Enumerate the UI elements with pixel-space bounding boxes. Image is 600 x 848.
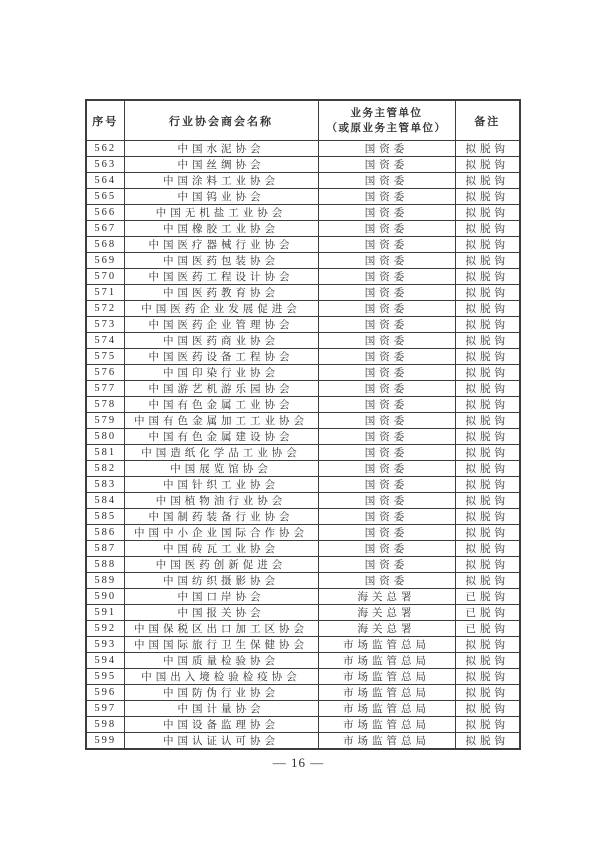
cell-name: 中国有色金属加工工业协会 — [124, 413, 318, 429]
cell-unit: 市场监管总局 — [318, 637, 455, 653]
cell-name: 中国医药商业协会 — [124, 333, 318, 349]
cell-unit: 国资委 — [318, 333, 455, 349]
cell-no: 562 — [86, 141, 124, 157]
cell-name: 中国保税区出口加工区协会 — [124, 621, 318, 637]
cell-note: 拟脱钩 — [455, 461, 520, 477]
col-header-note: 备注 — [455, 100, 520, 141]
header-row — [86, 100, 520, 141]
cell-no: 583 — [86, 477, 124, 493]
cell-unit: 海关总署 — [318, 605, 455, 621]
cell-note: 已脱钩 — [455, 605, 520, 621]
cell-unit: 国资委 — [318, 557, 455, 573]
cell-no: 586 — [86, 525, 124, 541]
cell-no: 595 — [86, 669, 124, 685]
col-header-unit — [318, 100, 455, 141]
cell-unit: 国资委 — [318, 493, 455, 509]
table-row — [86, 541, 520, 557]
cell-no: 566 — [86, 205, 124, 221]
cell-name: 中国国际旅行卫生保健协会 — [124, 637, 318, 653]
table-row — [86, 717, 520, 733]
table-row — [86, 589, 520, 605]
cell-unit: 国资委 — [318, 445, 455, 461]
cell-unit: 国资委 — [318, 413, 455, 429]
col-header-unit-line1: 业务主管单位 — [350, 107, 423, 119]
cell-note: 拟脱钩 — [455, 269, 520, 285]
cell-note: 拟脱钩 — [455, 349, 520, 365]
cell-name: 中国医药包装协会 — [124, 253, 318, 269]
cell-name: 中国有色金属建设协会 — [124, 429, 318, 445]
cell-no: 597 — [86, 701, 124, 717]
cell-note: 拟脱钩 — [455, 205, 520, 221]
table-row — [86, 701, 520, 717]
cell-name: 中国游艺机游乐园协会 — [124, 381, 318, 397]
table-row — [86, 301, 520, 317]
cell-note: 拟脱钩 — [455, 669, 520, 685]
cell-unit: 国资委 — [318, 189, 455, 205]
cell-name: 中国医药企业发展促进会 — [124, 301, 318, 317]
cell-name: 中国医药工程设计协会 — [124, 269, 318, 285]
table-row — [86, 461, 520, 477]
cell-note: 拟脱钩 — [455, 701, 520, 717]
table-row — [86, 157, 520, 173]
table-row — [86, 557, 520, 573]
cell-note: 拟脱钩 — [455, 477, 520, 493]
cell-note: 拟脱钩 — [455, 189, 520, 205]
table-row — [86, 573, 520, 589]
cell-no: 591 — [86, 605, 124, 621]
cell-note: 拟脱钩 — [455, 733, 520, 750]
cell-name: 中国展览馆协会 — [124, 461, 318, 477]
cell-note: 拟脱钩 — [455, 525, 520, 541]
cell-name: 中国涂料工业协会 — [124, 173, 318, 189]
cell-name: 中国中小企业国际合作协会 — [124, 525, 318, 541]
cell-no: 599 — [86, 733, 124, 750]
col-header-no: 序号 — [86, 100, 124, 141]
table-row — [86, 509, 520, 525]
cell-name: 中国认证认可协会 — [124, 733, 318, 750]
table-row — [86, 333, 520, 349]
cell-note: 拟脱钩 — [455, 285, 520, 301]
cell-note: 拟脱钩 — [455, 557, 520, 573]
cell-no: 577 — [86, 381, 124, 397]
cell-note: 拟脱钩 — [455, 429, 520, 445]
cell-name: 中国制药装备行业协会 — [124, 509, 318, 525]
table-header — [86, 100, 520, 141]
cell-unit: 国资委 — [318, 429, 455, 445]
cell-note: 拟脱钩 — [455, 333, 520, 349]
table-row — [86, 205, 520, 221]
cell-note: 拟脱钩 — [455, 157, 520, 173]
table-row — [86, 221, 520, 237]
cell-unit: 国资委 — [318, 509, 455, 525]
table-row — [86, 445, 520, 461]
cell-unit: 国资委 — [318, 397, 455, 413]
table-row — [86, 173, 520, 189]
cell-note: 拟脱钩 — [455, 541, 520, 557]
cell-no: 571 — [86, 285, 124, 301]
cell-note: 拟脱钩 — [455, 653, 520, 669]
table-row — [86, 365, 520, 381]
table-row — [86, 189, 520, 205]
cell-no: 579 — [86, 413, 124, 429]
cell-note: 拟脱钩 — [455, 573, 520, 589]
cell-no: 594 — [86, 653, 124, 669]
cell-no: 575 — [86, 349, 124, 365]
cell-unit: 国资委 — [318, 541, 455, 557]
cell-unit: 国资委 — [318, 173, 455, 189]
cell-no: 576 — [86, 365, 124, 381]
cell-no: 581 — [86, 445, 124, 461]
cell-note: 拟脱钩 — [455, 717, 520, 733]
cell-unit: 国资委 — [318, 157, 455, 173]
cell-note: 拟脱钩 — [455, 397, 520, 413]
cell-unit: 海关总署 — [318, 589, 455, 605]
table-row — [86, 269, 520, 285]
cell-unit: 国资委 — [318, 141, 455, 157]
cell-name: 中国报关协会 — [124, 605, 318, 621]
cell-unit: 海关总署 — [318, 621, 455, 637]
cell-unit: 国资委 — [318, 349, 455, 365]
table-row — [86, 141, 520, 157]
cell-note: 拟脱钩 — [455, 365, 520, 381]
cell-unit: 市场监管总局 — [318, 701, 455, 717]
cell-note: 拟脱钩 — [455, 141, 520, 157]
cell-no: 574 — [86, 333, 124, 349]
cell-unit: 国资委 — [318, 237, 455, 253]
table-row — [86, 397, 520, 413]
table-row — [86, 237, 520, 253]
cell-note: 拟脱钩 — [455, 317, 520, 333]
cell-unit: 市场监管总局 — [318, 685, 455, 701]
cell-note: 已脱钩 — [455, 589, 520, 605]
table-row — [86, 381, 520, 397]
cell-note: 拟脱钩 — [455, 381, 520, 397]
cell-name: 中国医药创新促进会 — [124, 557, 318, 573]
table-row — [86, 493, 520, 509]
cell-unit: 国资委 — [318, 381, 455, 397]
cell-unit: 市场监管总局 — [318, 669, 455, 685]
cell-note: 拟脱钩 — [455, 253, 520, 269]
cell-no: 582 — [86, 461, 124, 477]
table-row — [86, 621, 520, 637]
cell-name: 中国口岸协会 — [124, 589, 318, 605]
cell-unit: 市场监管总局 — [318, 733, 455, 750]
cell-note: 拟脱钩 — [455, 509, 520, 525]
cell-name: 中国造纸化学品工业协会 — [124, 445, 318, 461]
cell-unit: 国资委 — [318, 221, 455, 237]
cell-unit: 国资委 — [318, 365, 455, 381]
cell-no: 590 — [86, 589, 124, 605]
cell-name: 中国医疗器械行业协会 — [124, 237, 318, 253]
cell-name: 中国丝绸协会 — [124, 157, 318, 173]
cell-name: 中国医药企业管理协会 — [124, 317, 318, 333]
cell-no: 569 — [86, 253, 124, 269]
cell-note: 拟脱钩 — [455, 237, 520, 253]
cell-no: 593 — [86, 637, 124, 653]
cell-name: 中国橡胶工业协会 — [124, 221, 318, 237]
cell-unit: 国资委 — [318, 461, 455, 477]
cell-note: 拟脱钩 — [455, 685, 520, 701]
table-row — [86, 413, 520, 429]
cell-no: 587 — [86, 541, 124, 557]
table-row — [86, 525, 520, 541]
cell-unit: 国资委 — [318, 269, 455, 285]
cell-unit: 国资委 — [318, 301, 455, 317]
cell-no: 570 — [86, 269, 124, 285]
cell-no: 584 — [86, 493, 124, 509]
table-row — [86, 349, 520, 365]
cell-no: 592 — [86, 621, 124, 637]
cell-name: 中国医药教育协会 — [124, 285, 318, 301]
cell-unit: 市场监管总局 — [318, 717, 455, 733]
col-header-name: 行业协会商会名称 — [124, 100, 318, 141]
table-row — [86, 605, 520, 621]
cell-unit: 市场监管总局 — [318, 653, 455, 669]
cell-name: 中国设备监理协会 — [124, 717, 318, 733]
cell-name: 中国有色金属工业协会 — [124, 397, 318, 413]
cell-name: 中国纺织摄影协会 — [124, 573, 318, 589]
page-number: — 16 — — [272, 755, 325, 770]
cell-name: 中国医药设备工程协会 — [124, 349, 318, 365]
cell-note: 拟脱钩 — [455, 493, 520, 509]
cell-unit: 国资委 — [318, 285, 455, 301]
table-row — [86, 637, 520, 653]
cell-name: 中国计量协会 — [124, 701, 318, 717]
cell-no: 588 — [86, 557, 124, 573]
cell-note: 拟脱钩 — [455, 221, 520, 237]
col-header-unit-line2: （或原业务主管单位） — [326, 122, 447, 134]
cell-no: 580 — [86, 429, 124, 445]
cell-no: 589 — [86, 573, 124, 589]
cell-no: 567 — [86, 221, 124, 237]
cell-name: 中国印染行业协会 — [124, 365, 318, 381]
cell-name: 中国质量检验协会 — [124, 653, 318, 669]
cell-no: 596 — [86, 685, 124, 701]
cell-unit: 国资委 — [318, 253, 455, 269]
cell-name: 中国出入境检验检疫协会 — [124, 669, 318, 685]
cell-no: 573 — [86, 317, 124, 333]
cell-no: 568 — [86, 237, 124, 253]
cell-no: 598 — [86, 717, 124, 733]
cell-name: 中国无机盐工业协会 — [124, 205, 318, 221]
cell-no: 564 — [86, 173, 124, 189]
cell-note: 拟脱钩 — [455, 413, 520, 429]
table-row — [86, 653, 520, 669]
table-row — [86, 429, 520, 445]
table-row — [86, 477, 520, 493]
cell-no: 563 — [86, 157, 124, 173]
cell-unit: 国资委 — [318, 573, 455, 589]
cell-name: 中国防伪行业协会 — [124, 685, 318, 701]
table-row — [86, 317, 520, 333]
table-row — [86, 685, 520, 701]
cell-unit: 国资委 — [318, 477, 455, 493]
cell-unit: 国资委 — [318, 317, 455, 333]
cell-note: 拟脱钩 — [455, 173, 520, 189]
cell-no: 572 — [86, 301, 124, 317]
cell-name: 中国钨业协会 — [124, 189, 318, 205]
cell-note: 拟脱钩 — [455, 637, 520, 653]
association-table — [85, 99, 521, 750]
cell-no: 585 — [86, 509, 124, 525]
table-row — [86, 285, 520, 301]
cell-note: 拟脱钩 — [455, 301, 520, 317]
cell-note: 已脱钩 — [455, 621, 520, 637]
cell-name: 中国砖瓦工业协会 — [124, 541, 318, 557]
cell-unit: 国资委 — [318, 525, 455, 541]
cell-name: 中国水泥协会 — [124, 141, 318, 157]
table-row — [86, 253, 520, 269]
cell-name: 中国针织工业协会 — [124, 477, 318, 493]
table-row — [86, 669, 520, 685]
table-row — [86, 733, 520, 750]
cell-no: 565 — [86, 189, 124, 205]
cell-unit: 国资委 — [318, 205, 455, 221]
cell-no: 578 — [86, 397, 124, 413]
table-body — [86, 141, 520, 750]
cell-note: 拟脱钩 — [455, 445, 520, 461]
cell-name: 中国植物油行业协会 — [124, 493, 318, 509]
